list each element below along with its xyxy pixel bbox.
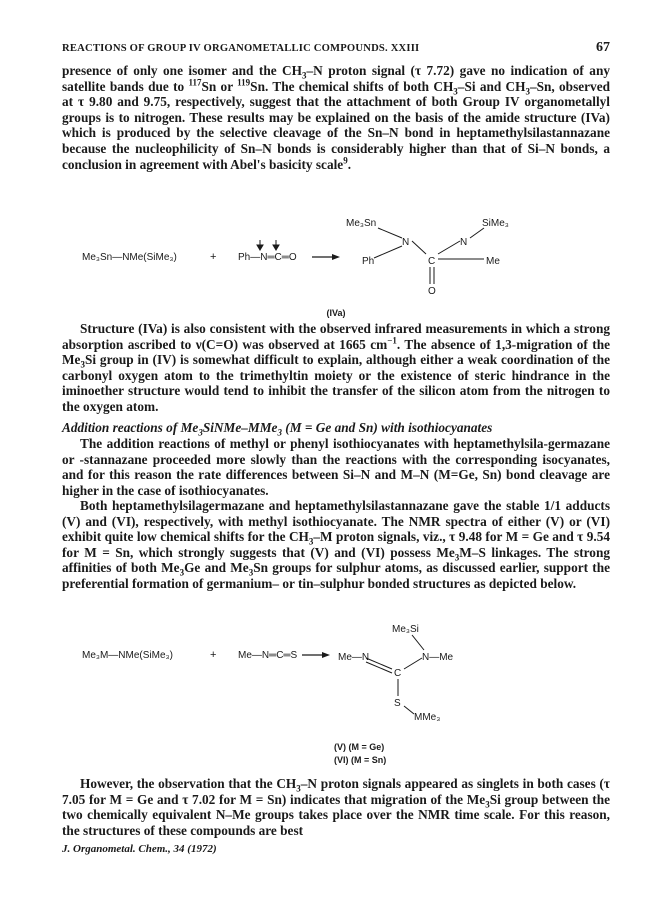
scheme2-plus: + — [210, 649, 217, 661]
paragraph-2: Structure (IVa) is also consistent with the observed infrared measurements in which a strong absorption ascribed to ν(C=O) was observed at 1665 $cm^{-1}$. The absence of 1,3-migration of the $Me_3Si$ group in (IV) is somewhat difficult to explain, although either a weak coordination of the carbonyl oxygen atom to the trimethyltin moiety or the existence of steric hindrance in the iminoether structure would tend to inhibit the transfer of the silicon atom from the nitrogen to the oxygen atom. — [62, 321, 611, 414]
section-subheading: Addition reactions of $Me_3SiNMe-MMe_3$ (M = Ge and Sn) with isothiocyanates — [62, 420, 493, 438]
scheme1-carbon: C — [428, 256, 436, 267]
scheme2-carbon: C — [394, 668, 402, 679]
scheme2-n-me-right: N—Me — [422, 652, 454, 663]
reaction-arrow — [312, 254, 340, 260]
electron-arrows — [257, 240, 279, 250]
scheme1-oxygen: O — [428, 286, 436, 297]
reaction-arrow-2 — [302, 652, 330, 658]
scheme2-isothiocyanate: Me—N═C═S — [238, 650, 298, 661]
scheme2-me-n-left: Me—N — [338, 652, 370, 663]
journal-footer: J. Organometal. Chem., 34 (1972) — [62, 843, 217, 855]
page-header — [62, 40, 610, 56]
scheme2-label-vi: (VI) (M = Sn) — [334, 755, 387, 765]
scheme1-ph: Ph — [362, 256, 375, 267]
reaction-scheme-2 — [62, 620, 610, 740]
scheme2-label-v: (V) (M = Ge) — [334, 742, 385, 752]
scheme2-reactant: Me₃M—NMe(SiMe₃) — [82, 650, 173, 661]
scheme1-si-group: SiMe₃ — [482, 218, 509, 229]
scheme2-si-group: Me₃Si — [392, 624, 419, 635]
paragraph-1: presence of only one isomer and the $CH_3-N$ proton signal (τ 7.72) gave no indication of any satellite bands due to $^{117}$Sn or $^{119}$Sn. The chemical shifts of both $CH_3-Si$ and $CH_3-Sn$, observed at τ 9.80 and 9.75, respectively, suggest that the attachment of both Group IV organometallyl groups is to nitrogen. These results may be explained on the basis of the amide structure (IVa) which is produced by the selective cleavage of the Sn–N bond in heptamethylsilastannazane because the nucleophilicity of Sn–N bonds is considerably higher than that of Si–N bonds, a conclusion in agreement with Abel's basicity scale$^9$. — [62, 63, 610, 172]
scheme1-me: Me — [486, 256, 500, 267]
scheme1-sn-group: Me₃Sn — [346, 218, 377, 229]
page-number: 67 — [596, 40, 610, 55]
paragraph-4: Both heptamethylsilagermazane and heptamethylsilastannazane gave the stable 1/1 adducts (V) and (VI), respectively, with methyl isothiocyanate. The NMR spectra of either (V) or (VI) exhibit quite low chemical shifts for the $CH_3-M$ proton signals, viz., τ 9.48 for M = Ge and τ 9.54 for M = Sn, which strongly suggests that (V) and (VI) possess $Me_3M-S$ linkages. The strong affinities of both $Me_3Ge$ and $Me_3Sn$ groups for sulphur atoms, as discussed earlier, support the preferential formation of germanium– or tin–sulphur bonded structures as depicted below. — [62, 498, 611, 591]
scheme1-isocyanate: Ph—N═C═O — [238, 252, 297, 263]
scheme1-n-left: N — [402, 237, 410, 248]
scheme1-plus: + — [210, 251, 217, 263]
reaction-scheme-1 — [62, 214, 610, 304]
paragraph-3: The addition reactions of methyl or phenyl isothiocyanates with heptamethylsila-germazane or -stannazane proceeded more slowly than the reactions with the corresponding isocyanates, and for this reason the rate differences between Si–N and M–N (M=Ge, Sn) bond cleavage are higher in the case of isothiocyanates. — [62, 436, 610, 498]
running-head: REACTIONS OF GROUP IV ORGANOMETALLIC COMPOUNDS. XXIII — [62, 43, 420, 54]
scheme2-sulfur: S — [394, 698, 401, 709]
scheme1-label: (IVa) — [326, 308, 346, 318]
paragraph-5: However, the observation that the $CH_3-N$ proton signals appeared as singlets in both cases (τ 7.05 for M = Ge and τ 7.02 for M = Sn) indicates that migration of the $Me_3Si$ group between the two chemically equivalent N–Me groups takes place over the NMR time scale. For this reason, the structures of these compounds are best — [62, 776, 610, 838]
scheme1-n-right: N — [460, 237, 468, 248]
scheme2-mme3: MMe₃ — [414, 712, 441, 723]
scheme1-reactant: Me₃Sn—NMe(SiMe₃) — [82, 252, 177, 263]
